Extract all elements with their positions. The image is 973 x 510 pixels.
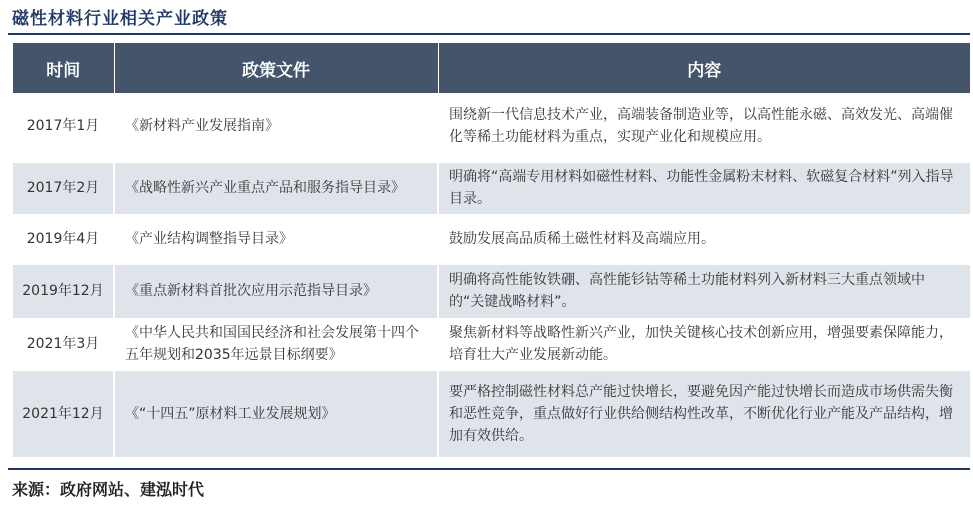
header-content: 内容	[438, 43, 970, 93]
row-content: 明确将高性能钕铁硼、高性能钐钴等稀土功能材料列入新材料三大重点领域中的“关键战略材料”。	[438, 263, 970, 319]
row-time: 2021年12月	[13, 369, 114, 457]
page-title: 磁性材料行业相关产业政策	[12, 9, 228, 29]
row-document: 《中华人民共和国国民经济和社会发展第十四个五年规划和2035年远景目标纲要》	[114, 319, 438, 369]
row-content: 明确将“高端专用材料如磁性材料、功能性金属粉末材料、软磁复合材料”列入指导目录。	[438, 161, 970, 215]
row-time: 2019年4月	[13, 215, 114, 263]
table-header-row	[13, 43, 970, 93]
row-content: 要严格控制磁性材料总产能过快增长，要避免因产能过快增长而造成市场供需失衡和恶性竞争，重点做好行业供给侧结构性改革，不断优化行业产能及产品结构，增加有效供给。	[438, 369, 970, 457]
row-document: 《新材料产业发展指南》	[114, 93, 438, 161]
row-content: 围绕新一代信息技术产业，高端装备制造业等，以高性能永磁、高效发光、高端催化等稀土功能材料为重点，实现产业化和规模应用。	[438, 93, 970, 161]
table-row	[13, 161, 970, 215]
table-row	[13, 263, 970, 319]
table-row	[13, 93, 970, 161]
row-time: 2017年1月	[13, 93, 114, 161]
row-document: 《“十四五”原材料工业发展规划》	[114, 369, 438, 457]
row-document: 《重点新材料首批次应用示范指导目录》	[114, 263, 438, 319]
table-row	[13, 369, 970, 457]
policy-table	[13, 43, 970, 457]
header-time: 时间	[13, 43, 114, 93]
row-time: 2019年12月	[13, 263, 114, 319]
row-time: 2017年2月	[13, 161, 114, 215]
row-time: 2021年3月	[13, 319, 114, 369]
row-content: 聚焦新材料等战略性新兴产业，加快关键核心技术创新应用，增强要素保障能力，培育壮大产业发展新动能。	[438, 319, 970, 369]
top-divider	[8, 33, 970, 35]
table-row	[13, 215, 970, 263]
bottom-divider	[8, 468, 970, 470]
header-document: 政策文件	[114, 43, 438, 93]
row-document: 《战略性新兴产业重点产品和服务指导目录》	[114, 161, 438, 215]
table-row	[13, 319, 970, 369]
row-content: 鼓励发展高品质稀土磁性材料及高端应用。	[438, 215, 970, 263]
source-note: 来源：政府网站、建泓时代	[12, 480, 205, 499]
row-document: 《产业结构调整指导目录》	[114, 215, 438, 263]
